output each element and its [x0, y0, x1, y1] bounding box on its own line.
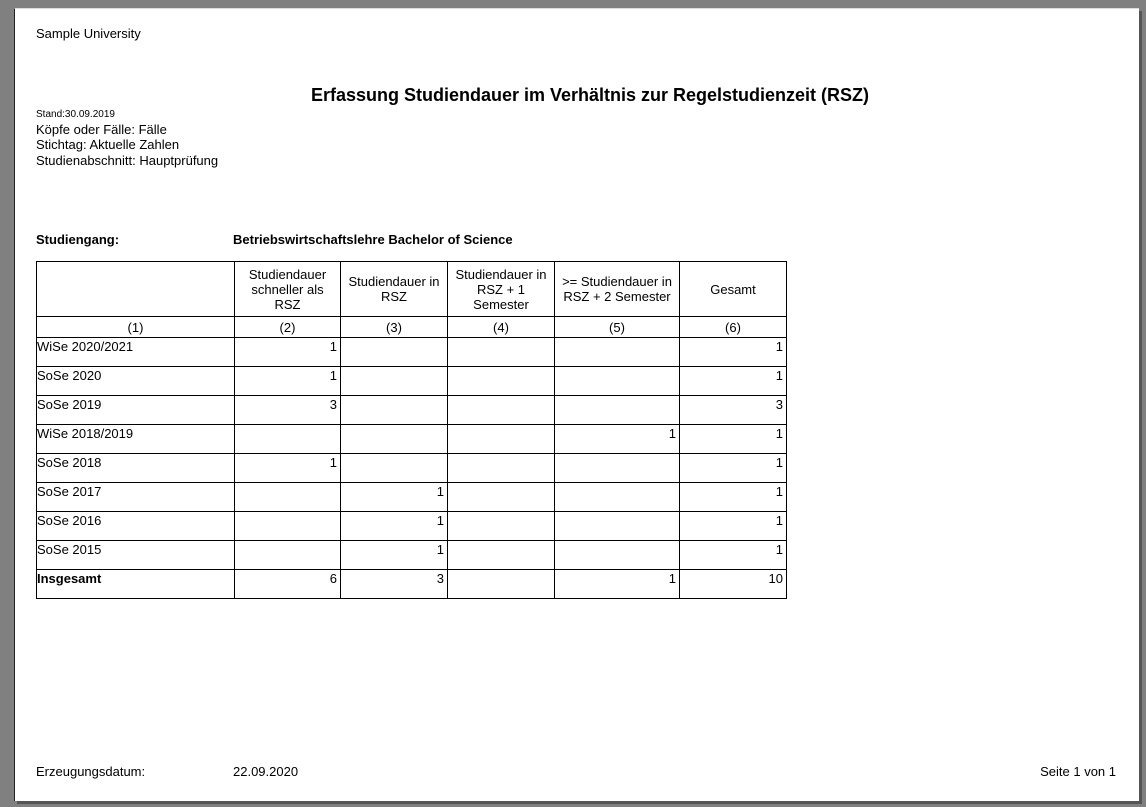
row-value — [448, 367, 555, 396]
row-value: 1 — [680, 512, 787, 541]
col-number: (3) — [341, 317, 448, 338]
row-value: 1 — [235, 338, 341, 367]
row-value: 6 — [235, 570, 341, 599]
row-value: 1 — [680, 483, 787, 512]
meta-studienabschnitt: Studienabschnitt: Hauptprüfung — [36, 153, 219, 168]
creation-date-value: 22.09.2020 — [233, 764, 299, 779]
report-page — [14, 8, 1139, 801]
stand-date: Stand:30.09.2019 — [36, 109, 115, 120]
row-value: 1 — [235, 367, 341, 396]
col-number: (4) — [448, 317, 555, 338]
report-title — [15, 85, 1139, 106]
row-value: 1 — [680, 367, 787, 396]
col-header-faster: Studiendauer schneller als RSZ — [235, 262, 341, 317]
row-value: 10 — [680, 570, 787, 599]
report-title-text: Erfassung Studiendauer im Verhältnis zur Regelstudienzeit (RSZ) — [310, 85, 870, 105]
institution-name: Sample University — [36, 26, 141, 41]
col-header-total: Gesamt — [680, 262, 787, 317]
row-label: SoSe 2020 — [37, 367, 235, 396]
studiengang-value: Betriebswirtschaftslehre Bachelor of Science — [233, 232, 513, 247]
row-value — [341, 425, 448, 454]
row-label: SoSe 2019 — [37, 396, 235, 425]
row-value: 3 — [680, 396, 787, 425]
row-value: 1 — [341, 541, 448, 570]
table-row — [37, 338, 787, 367]
row-label: SoSe 2015 — [37, 541, 235, 570]
meta-stichtag: Stichtag: Aktuelle Zahlen — [36, 137, 180, 152]
table-row — [37, 425, 787, 454]
table-header-row — [37, 262, 787, 317]
row-value — [235, 512, 341, 541]
row-value — [555, 454, 680, 483]
row-value: 1 — [555, 570, 680, 599]
table-row — [37, 483, 787, 512]
row-value — [448, 570, 555, 599]
row-value — [555, 396, 680, 425]
row-value: 1 — [680, 338, 787, 367]
row-label: WiSe 2020/2021 — [37, 338, 235, 367]
row-value — [235, 541, 341, 570]
row-label: WiSe 2018/2019 — [37, 425, 235, 454]
col-header-label — [37, 262, 235, 317]
table-row — [37, 367, 787, 396]
table-row — [37, 512, 787, 541]
col-number: (1) — [37, 317, 235, 338]
row-value — [448, 454, 555, 483]
column-number-row — [37, 317, 787, 338]
row-value: 3 — [235, 396, 341, 425]
row-value — [341, 338, 448, 367]
row-value — [555, 541, 680, 570]
col-number: (5) — [555, 317, 680, 338]
table-row — [37, 541, 787, 570]
row-value — [235, 483, 341, 512]
row-label: Insgesamt — [37, 570, 235, 599]
row-value — [341, 454, 448, 483]
meta-count-type: Köpfe oder Fälle: Fälle — [36, 122, 167, 137]
studiengang-label: Studiengang: — [36, 232, 120, 247]
total-row — [37, 570, 787, 599]
row-value: 3 — [341, 570, 448, 599]
row-label: SoSe 2017 — [37, 483, 235, 512]
col-header-rsz-plus-1: Studiendauer in RSZ + 1 Semester — [448, 262, 555, 317]
row-label: SoSe 2018 — [37, 454, 235, 483]
row-value — [235, 425, 341, 454]
row-value — [448, 483, 555, 512]
creation-date-label: Erzeugungsdatum: — [36, 764, 146, 779]
row-value — [555, 483, 680, 512]
row-value — [448, 425, 555, 454]
duration-table — [36, 261, 787, 599]
row-value: 1 — [680, 541, 787, 570]
row-value — [341, 367, 448, 396]
col-header-in-rsz: Studiendauer in RSZ — [341, 262, 448, 317]
row-value: 1 — [341, 483, 448, 512]
row-value — [448, 338, 555, 367]
row-value — [448, 512, 555, 541]
row-value — [555, 367, 680, 396]
row-value: 1 — [235, 454, 341, 483]
row-label: SoSe 2016 — [37, 512, 235, 541]
row-value: 1 — [680, 425, 787, 454]
row-value — [448, 541, 555, 570]
row-value: 1 — [341, 512, 448, 541]
col-number: (2) — [235, 317, 341, 338]
row-value — [448, 396, 555, 425]
page-info: Seite 1 von 1 — [1040, 764, 1116, 779]
col-number: (6) — [680, 317, 787, 338]
table-row — [37, 396, 787, 425]
col-header-rsz-plus-2: >= Studiendauer in RSZ + 2 Semester — [555, 262, 680, 317]
row-value: 1 — [555, 425, 680, 454]
row-value — [341, 396, 448, 425]
row-value — [555, 338, 680, 367]
row-value: 1 — [680, 454, 787, 483]
row-value — [555, 512, 680, 541]
table-row — [37, 454, 787, 483]
